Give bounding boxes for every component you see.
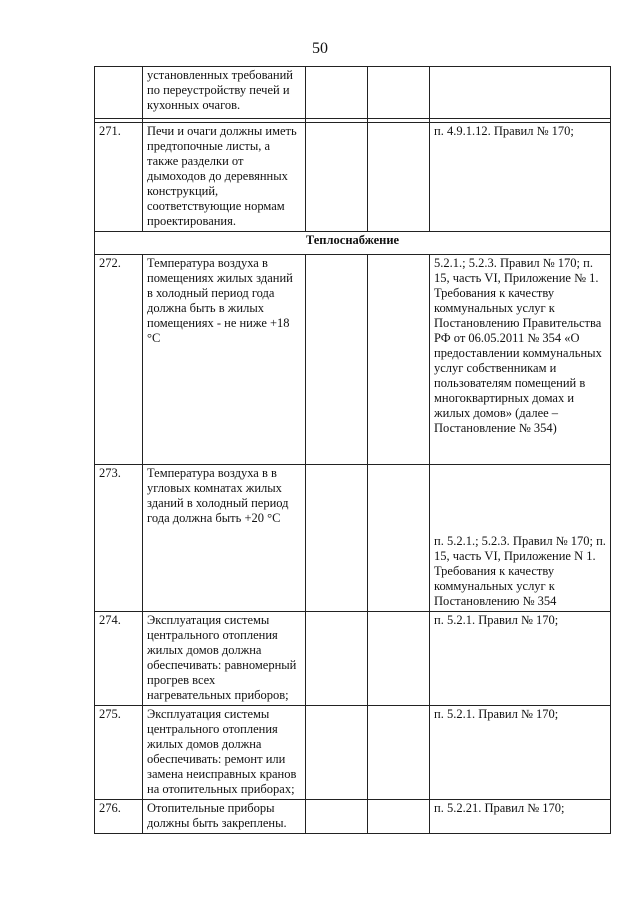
empty-cell — [306, 612, 368, 706]
empty-cell — [368, 800, 430, 834]
row-reference-cell — [430, 465, 611, 612]
row-number-cell: 271. — [95, 123, 143, 232]
empty-cell — [306, 67, 368, 119]
row-description-cell: Эксплуатация системы центрального отопления жилых домов должна обеспечивать: ремонт или замена неисправных кранов на отопительных приборах; — [143, 706, 306, 800]
row-description-cell: Температура воздуха в в угловых комнатах жилых зданий в холодный период года должна быть +20 °С — [143, 465, 306, 612]
row-number-cell: 273. — [95, 465, 143, 612]
row-description-cell: Эксплуатация системы центрального отопления жилых домов должна обеспечивать: равномерный прогрев всех нагревательных приборов; — [143, 612, 306, 706]
table-row — [95, 67, 611, 119]
row-description-cell: установленных требований по переустройству печей и кухонных очагов. — [143, 67, 306, 119]
page-number: 50 — [312, 40, 328, 57]
row-number-cell: 275. — [95, 706, 143, 800]
empty-cell — [306, 706, 368, 800]
row-reference-cell — [430, 67, 611, 119]
section-row — [95, 232, 611, 255]
section-heading: Теплоснабжение — [95, 232, 611, 255]
table-row — [95, 123, 611, 232]
table-row — [95, 255, 611, 465]
row-reference-cell: п. 5.2.1. Правил № 170; — [430, 706, 611, 800]
row-number-cell: 276. — [95, 800, 143, 834]
table-row — [95, 465, 611, 612]
table-row — [95, 612, 611, 706]
empty-cell — [368, 255, 430, 465]
table-row — [95, 800, 611, 834]
empty-cell — [306, 800, 368, 834]
row-number-cell: 272. — [95, 255, 143, 465]
empty-cell — [368, 67, 430, 119]
row-reference-cell: п. 4.9.1.12. Правил № 170; — [430, 123, 611, 232]
empty-cell — [368, 465, 430, 612]
empty-cell — [368, 612, 430, 706]
row-reference-cell: 5.2.1.; 5.2.3. Правил № 170; п. 15, часть VI, Приложение № 1. Требования к качеству коммунальных услуг к Постановлению Правительства РФ от 06.05.2011 № 354 «О предоставлении коммунальных услуг собственникам и пользователям помещений в многоквартирных домах и жилых домов» (далее – Постановление № 354) — [430, 255, 611, 465]
empty-cell — [306, 123, 368, 232]
row-description-cell: Температура воздуха в помещениях жилых зданий в холодный период года должна быть в жилых помещениях - не ниже +18 °С — [143, 255, 306, 465]
row-description-cell: Отопительные приборы должны быть закреплены. — [143, 800, 306, 834]
empty-cell — [306, 255, 368, 465]
row-reference-text: п. 5.2.1.; 5.2.3. Правил № 170; п. 15, часть VI, Приложение N 1. Требования к качеству коммунальных услуг к Постановлению № 354 — [434, 534, 606, 608]
empty-cell — [368, 123, 430, 232]
row-reference-cell: п. 5.2.21. Правил № 170; — [430, 800, 611, 834]
empty-cell — [306, 465, 368, 612]
row-number-cell: 274. — [95, 612, 143, 706]
requirements-table — [94, 66, 611, 834]
row-reference-cell: п. 5.2.1. Правил № 170; — [430, 612, 611, 706]
row-number-cell — [95, 67, 143, 119]
table-row — [95, 706, 611, 800]
row-description-cell: Печи и очаги должны иметь предтопочные листы, а также разделки от дымоходов до деревянных конструкций, соответствующие нормам проектирования. — [143, 123, 306, 232]
empty-cell — [368, 706, 430, 800]
